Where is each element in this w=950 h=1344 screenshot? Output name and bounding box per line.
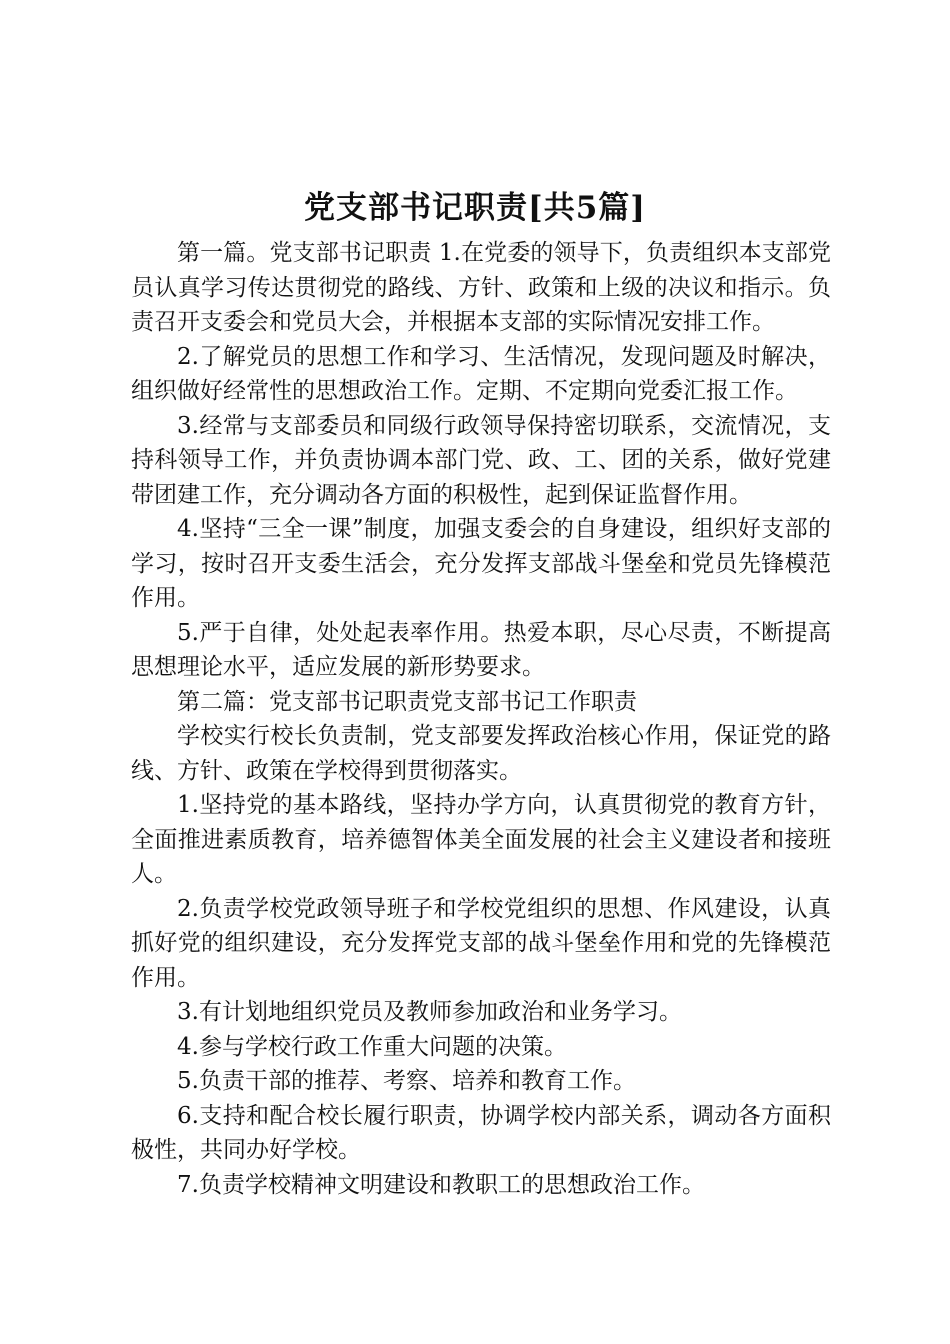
paragraph: 3.经常与支部委员和同级行政领导保持密切联系，交流情况，支持科领导工作，并负责协调本部门党、政、工、团的关系，做好党建带团建工作，充分调动各方面的积极性，起到保证监督作用。: [131, 412, 831, 508]
section-heading: 第二篇：党支部书记职责党支部书记工作职责: [177, 688, 637, 715]
paragraph: 2.负责学校党政领导班子和学校党组织的思想、作风建设，认真抓好党的组织建设，充分发挥党支部的战斗堡垒作用和党的先锋模范作用。: [131, 895, 831, 991]
paragraph: 5.负责干部的推荐、考察、培养和教育工作。: [177, 1068, 636, 1094]
paragraph: 7.负责学校精神文明建设和教职工的思想政治工作。: [177, 1171, 705, 1198]
paragraph: 2.了解党员的思想工作和学习、生活情况，发现问题及时解决，组织做好经常性的思想政治工作。定期、不定期向党委汇报工作。: [131, 343, 831, 404]
paragraph: 1.坚持党的基本路线，坚持办学方向，认真贯彻党的教育方针，全面推进素质教育，培养德智体美全面发展的社会主义建设者和接班人。: [131, 792, 831, 887]
document-body: [131, 236, 831, 1202]
paragraph: 4.坚持“三全一课”制度，加强支委会的自身建设，组织好支部的学习，按时召开支委生活会，充分发挥支部战斗堡垒和党员先锋模范作用。: [131, 516, 831, 611]
paragraph: 5.严于自律，处处起表率作用。热爱本职，尽心尽责，不断提高思想理论水平，适应发展的新形势要求。: [131, 619, 831, 680]
document-title: 党支部书记职责[共5篇]: [304, 190, 646, 226]
paragraph: 6.支持和配合校长履行职责，协调学校内部关系，调动各方面积极性，共同办好学校。: [131, 1102, 831, 1163]
paragraph: 第一篇。党支部书记职责 1.在党委的领导下，负责组织本支部党员认真学习传达贯彻党的路线、方针、政策和上级的决议和指示。负责召开支委会和党员大会，并根据本支部的实际情况安排工作。: [131, 240, 831, 335]
paragraph: 4.参与学校行政工作重大问题的决策。: [177, 1033, 567, 1060]
paragraph: 3.有计划地组织党员及教师参加政治和业务学习。: [177, 999, 682, 1025]
paragraph: 学校实行校长负责制，党支部要发挥政治核心作用，保证党的路线、方针、政策在学校得到贯彻落实。: [131, 723, 831, 784]
